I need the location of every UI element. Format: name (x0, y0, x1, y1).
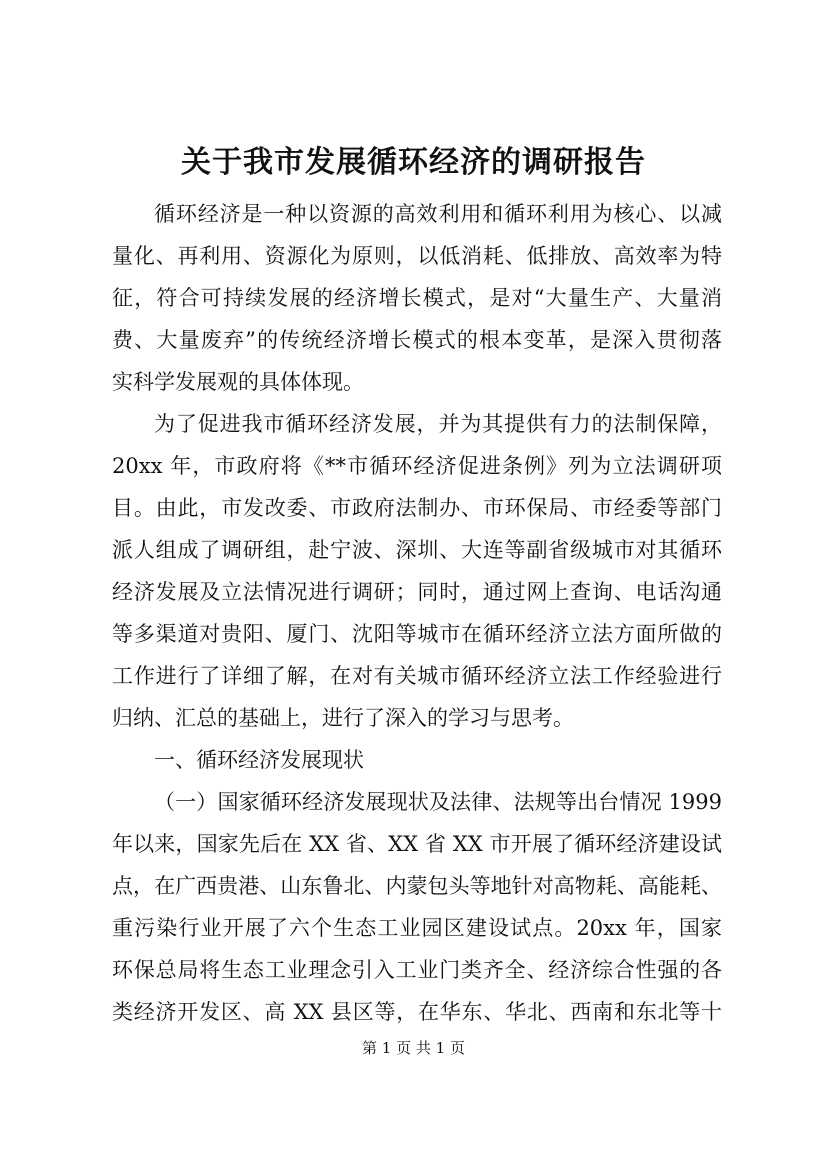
paragraph-line: 重污染行业开展了六个生态工业园区建设试点。20xx 年，国家 (112, 916, 722, 940)
paragraph-line: 20xx 年，市政府将《**市循环经济促进条例》列为立法调研项 (112, 454, 722, 478)
section-heading: 一、循环经济发展现状 (154, 748, 364, 772)
paragraph-line: 工作进行了详细了解，在对有关城市循环经济立法工作经验进行 (112, 664, 722, 688)
paragraph-line: 征，符合可持续发展的经济增长模式，是对“大量生产、大量消 (112, 286, 722, 310)
subsection-heading-line: （一）国家循环经济发展现状及法律、法规等出台情况 1999 (154, 790, 722, 814)
paragraph-line: 目。由此，市发改委、市政府法制办、市环保局、市经委等部门 (112, 496, 722, 520)
page-number-footer: 第 1 页 共 1 页 (362, 1039, 465, 1057)
document-title: 关于我市发展循环经济的调研报告 (181, 145, 646, 180)
paragraph-line: 循环经济是一种以资源的高效利用和循环利用为核心、以减 (154, 202, 722, 226)
paragraph-line: 点，在广西贵港、山东鲁北、内蒙包头等地针对高物耗、高能耗、 (112, 874, 722, 898)
paragraph-line: 经济发展及立法情况进行调研；同时，通过网上查询、电话沟通 (112, 580, 722, 604)
paragraph-line: 等多渠道对贵阳、厦门、沈阳等城市在循环经济立法方面所做的 (112, 622, 722, 646)
paragraph-line: 实科学发展观的具体体现。 (112, 370, 364, 394)
paragraph-line: 类经济开发区、高 XX 县区等，在华东、华北、西南和东北等十 (112, 1000, 722, 1024)
paragraph-line: 归纳、汇总的基础上，进行了深入的学习与思考。 (112, 706, 574, 730)
paragraph-line: 派人组成了调研组，赴宁波、深圳、大连等副省级城市对其循环 (112, 538, 722, 562)
paragraph-line: 环保总局将生态工业理念引入工业门类齐全、经济综合性强的各 (112, 958, 722, 982)
paragraph-line: 为了促进我市循环经济发展，并为其提供有力的法制保障， (154, 412, 722, 436)
paragraph-line: 量化、再利用、资源化为原则，以低消耗、低排放、高效率为特 (112, 244, 722, 268)
paragraph-line: 年以来，国家先后在 XX 省、XX 省 XX 市开展了循环经济建设试 (112, 832, 722, 856)
paragraph-line: 费、大量废弃”的传统经济增长模式的根本变革，是深入贯彻落 (112, 328, 722, 352)
